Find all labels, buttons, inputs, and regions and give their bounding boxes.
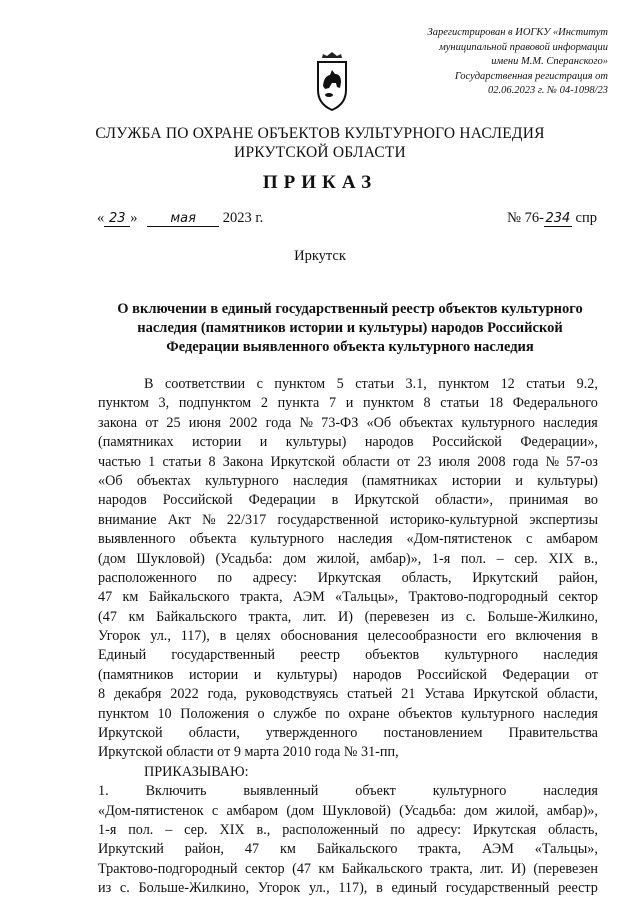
- body-line: выявленного объекта культурного наследия «Дом-пятистенок с амбаром: [98, 531, 598, 548]
- organization-name: [0, 124, 640, 162]
- date-quote-open: «: [97, 210, 105, 226]
- number-prefix: № 76-: [507, 210, 544, 226]
- number-handwritten: 234: [545, 211, 571, 226]
- body-line: (памятников истории и культуры) народов Российской Федерации от: [98, 666, 598, 683]
- registration-line: имени М.М. Сперанского»: [491, 56, 608, 67]
- organization-line: СЛУЖБА ПО ОХРАНЕ ОБЪЕКТОВ КУЛЬТУРНОГО НАСЛЕДИЯ: [95, 125, 545, 142]
- body-line: Трактово-подгородный сектор (47 км Байкальского тракта, лит. И) (перевезен: [98, 860, 598, 877]
- date-day: 23: [104, 212, 130, 227]
- body-line: расположенного по адресу: Иркутская область, Иркутский район,: [98, 569, 598, 586]
- body-line: Иркутской области от 9 марта 2010 года № 31-пп,: [98, 744, 399, 761]
- body-line: Угорок ул., 117), в целях обоснования целесообразности его включения в: [98, 628, 598, 645]
- organization-line: ИРКУТСКОЙ ОБЛАСТИ: [234, 144, 406, 161]
- registration-line: 02.06.2023 г. № 04-1098/23: [487, 85, 608, 96]
- registration-line: муниципальной правовой информации: [439, 41, 608, 53]
- body-line: пунктом 10 Положения о службе по охране объектов культурного наследия: [98, 705, 598, 722]
- body-line: 8 декабря 2022 года, руководствуясь статьей 21 Устава Иркутской области,: [98, 686, 598, 703]
- body-line: «Дом-пятистенок с амбаром (дом Шукловой) (Усадьба: дом жилой, амбар)»,: [98, 802, 598, 819]
- registration-stamp: [398, 26, 608, 99]
- date-month: мая: [147, 212, 219, 227]
- heading-line: Федерации выявленного объекта культурного наследия: [166, 339, 534, 355]
- registration-line: Зарегистрирован в ИОГКУ «Институт: [427, 27, 608, 38]
- date-year: 2023 г.: [222, 210, 264, 226]
- body-line: частью 1 статьи 8 Закона Иркутской области от 23 июля 2008 года № 57-оз: [98, 453, 598, 470]
- body-line: «Об объектах культурного наследия (памятниках истории и культуры): [98, 472, 598, 489]
- body-line: пунктом 3, подпунктом 2 пункта 7 и пунктом 8 статьи 18 Федерального: [98, 395, 598, 412]
- body-line: ПРИКАЗЫВАЮ:: [144, 763, 249, 780]
- heading-line: О включении в единый государственный реестр объектов культурного: [117, 301, 583, 317]
- document-body: [98, 375, 598, 899]
- body-line: 1. Включить выявленный объект культурного наследия: [98, 783, 598, 800]
- body-line: Единый государственный реестр объектов культурного наследия: [98, 647, 598, 664]
- heading-line: наследия (памятников истории и культуры) народов Российской: [137, 320, 563, 336]
- date-quote-close: »: [130, 210, 138, 226]
- city: Иркутск: [294, 248, 346, 264]
- body-line: Иркутский район, 47 км Байкальского тракта, АЭМ «Тальцы»,: [98, 841, 598, 858]
- body-line: В соответствии с пунктом 5 статьи 3.1, пунктом 12 статьи 9.2,: [144, 376, 598, 392]
- date-number-row: [97, 210, 597, 232]
- body-line: из с. Больше-Жилкино, Угорок ул., 117), в единый государственный реестр: [98, 880, 598, 897]
- coat-of-arms-icon: [315, 52, 349, 112]
- body-line: (47 км Байкальского тракта, лит. И) (перевезен из с. Больше-Жилкино,: [98, 608, 598, 625]
- number-suffix: спр: [575, 210, 597, 226]
- body-line: 1-я пол. – сер. XIX в., расположенный по адресу: Иркутская область,: [98, 821, 598, 838]
- body-line: народов Российской Федерации в Иркутской области», принимая во: [98, 492, 598, 509]
- body-line: (памятниках истории и культуры) народов Российской Федерации»,: [98, 434, 598, 451]
- document-type: ПРИКАЗ: [262, 172, 378, 193]
- body-line: 47 км Байкальского тракта, АЭМ «Тальцы», Трактово-подгородный сектор: [98, 589, 598, 606]
- body-line: внимание Акт № 22/317 государственной историко-культурной экспертизы: [98, 511, 598, 528]
- body-line: закона от 25 июня 2002 года № 73-ФЗ «Об объектах культурного наследия: [98, 414, 598, 431]
- body-line: Иркутской области, утвержденного постановлением Правительства: [98, 725, 598, 742]
- body-line: (дом Шукловой) (Усадьба: дом жилой, амбар)», 1-я пол. – сер. XIX в.,: [98, 550, 598, 567]
- registration-line: Государственная регистрация от: [454, 70, 608, 82]
- document-number: [507, 210, 597, 227]
- document-date: [97, 210, 263, 227]
- document-heading: [100, 300, 600, 357]
